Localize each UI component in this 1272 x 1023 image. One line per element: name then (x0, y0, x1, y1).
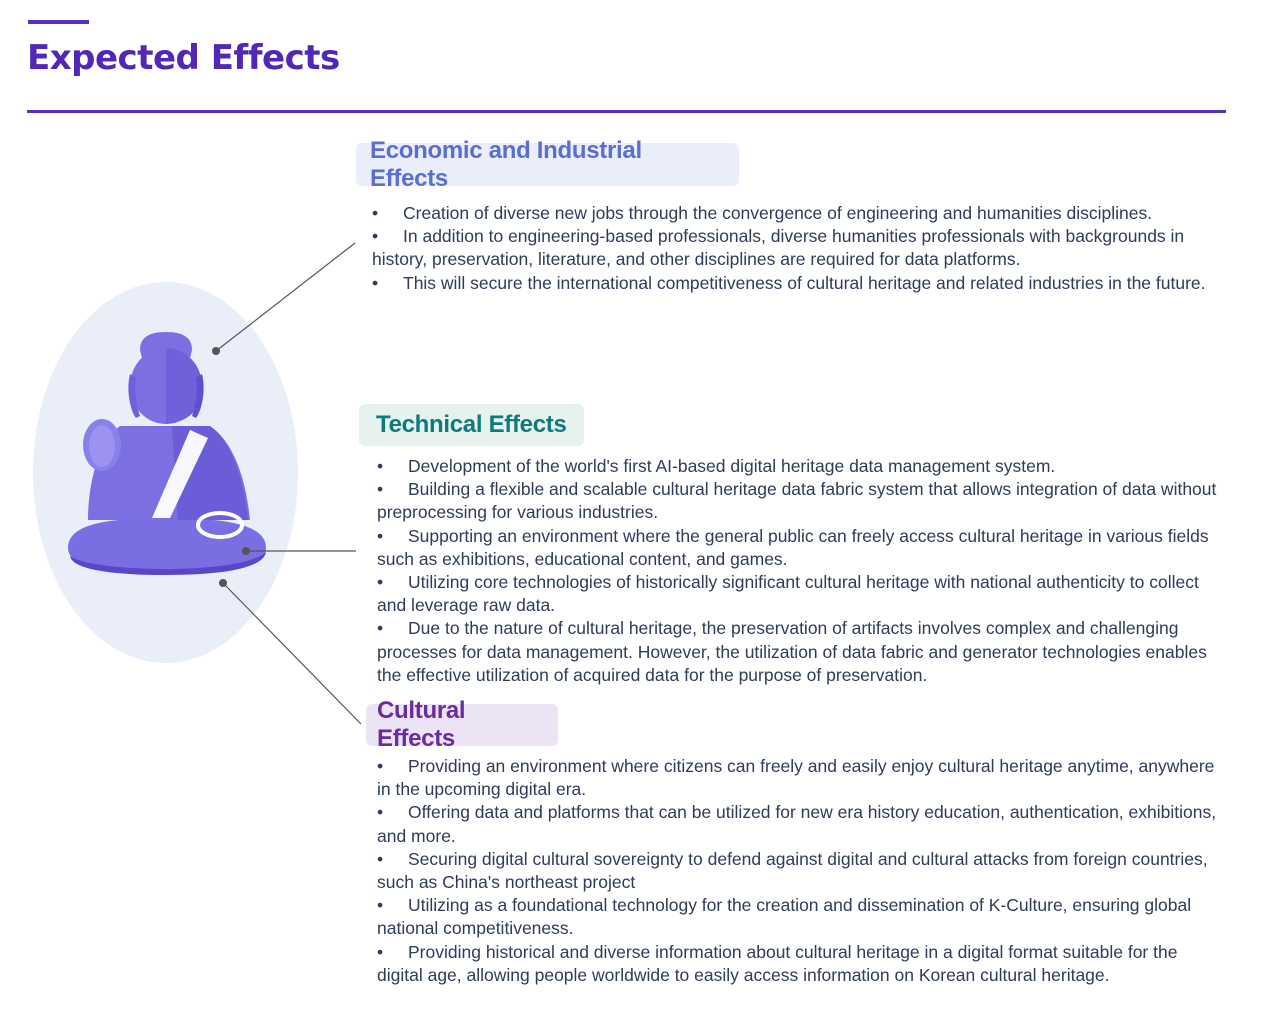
section-heading-technical (359, 404, 584, 446)
list-item: • In addition to engineering-based professionals, diverse humanities professionals with backgrounds in history, preservation, literature, and other disciplines are required for data platforms. (372, 226, 1185, 270)
bullet-icon: • (377, 456, 384, 476)
bullet-icon: • (377, 941, 384, 962)
bullet-icon: • (372, 226, 379, 247)
section-heading-technical-label: Technical Effects (376, 411, 567, 438)
list-item: • This will secure the international competitiveness of cultural heritage and related industries in the future. (372, 272, 1207, 295)
list-item: • Providing historical and diverse information about cultural heritage in a digital format suitable for the digital age, allowing people worldwide to easily access information on Korean cultural heritage. (377, 941, 1178, 985)
list-item: • Offering data and platforms that can be utilized for new era history education, authentication, exhibitions, and more. (377, 802, 1217, 846)
bullet-icon: • (377, 525, 384, 546)
bullet-icon: • (377, 572, 384, 593)
bullet-icon: • (372, 203, 379, 223)
list-item: • Utilizing core technologies of historically significant cultural heritage with national authenticity to collect and leverage raw data. (377, 572, 1199, 616)
cultural-effects-list (377, 755, 1227, 987)
technical-effects-list (377, 455, 1227, 687)
economic-effects-list (372, 202, 1207, 295)
list-item: • Due to the nature of cultural heritage, the preservation of artifacts involves complex and challenging processes for data management. However, the utilization of data fabric and generator technologies enables the effective utilization of acquired data for the purpose of preservation. (377, 618, 1207, 685)
bullet-icon: • (377, 848, 384, 869)
bullet-icon: • (377, 479, 384, 500)
bullet-icon: • (377, 895, 384, 916)
section-heading-economic (356, 136, 739, 192)
list-item: • Creation of diverse new jobs through the convergence of engineering and humanities disciplines. (372, 202, 1207, 225)
title-accent-bar (28, 20, 89, 24)
page-title: Expected Effects (27, 38, 340, 78)
list-item: • Securing digital cultural sovereignty to defend against digital and cultural attacks from foreign countries, such as China's northeast project (377, 848, 1208, 893)
bullet-icon: • (377, 756, 384, 776)
section-heading-cultural (366, 697, 558, 752)
bullet-icon: • (372, 272, 379, 293)
bullet-icon: • (377, 618, 384, 639)
list-item: • Supporting an environment where the general public can freely access cultural heritage in various fields such as exhibitions, educational content, and games. (377, 525, 1209, 569)
list-item: • Development of the world's first AI-based digital heritage data management system. (377, 455, 1227, 478)
section-heading-cultural-label: Cultural Effects (377, 697, 466, 752)
list-item: • Building a flexible and scalable cultural heritage data fabric system that allows integration of data without preprocessing for various industries. (377, 479, 1217, 523)
bullet-icon: • (377, 802, 384, 823)
section-heading-economic-label: Economic and Industrial Effects (370, 136, 642, 192)
buddha-statue-icon (60, 330, 274, 582)
title-divider (27, 110, 1226, 113)
list-item: • Utilizing as a foundational technology for the creation and dissemination of K-Culture, ensuring global national competitiveness. (377, 895, 1192, 939)
list-item: • Providing an environment where citizens can freely and easily enjoy cultural heritage anytime, anywhere in the upcoming digital era. (377, 756, 1215, 800)
